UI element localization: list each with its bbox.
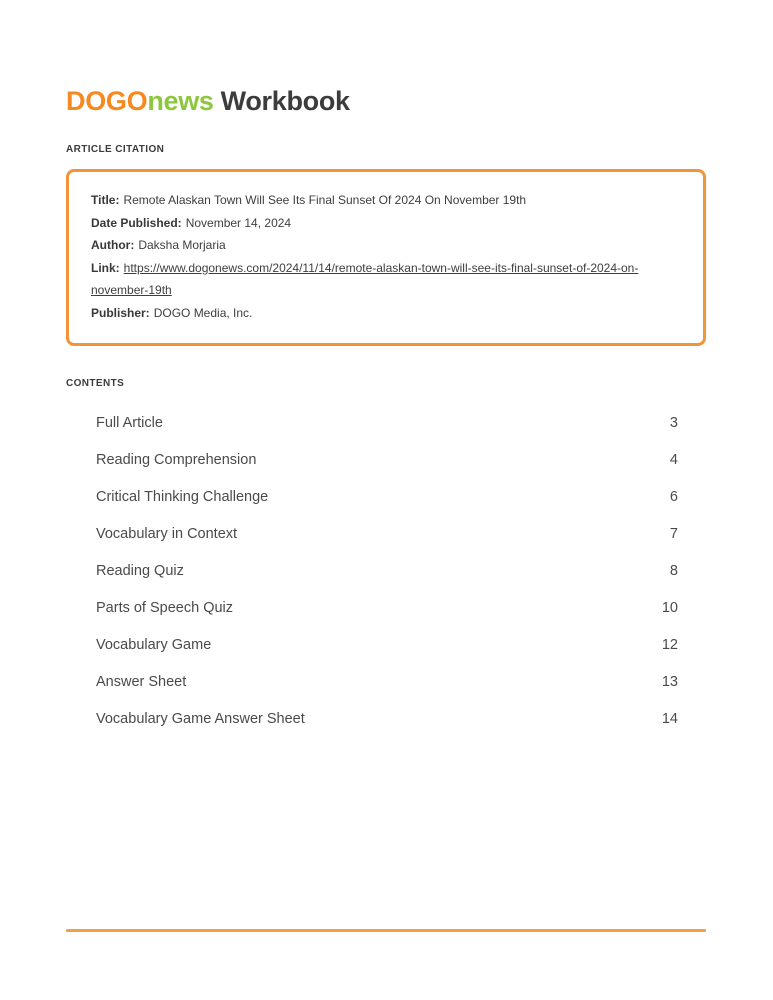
toc-item-page: 6 [669,489,678,506]
article-citation-heading: ARTICLE CITATION [66,144,165,155]
dogonews-workbook-logo [66,0,706,117]
toc-row-vocabulary-game [96,627,678,664]
footer-divider [66,929,706,932]
toc-item-label: Reading Comprehension [96,452,257,469]
citation-date-value: November 14, 2024 [185,215,292,230]
citation-link-label: Link: [91,260,120,275]
logo-workbook-text: Workbook [220,86,350,116]
toc-item-label: Vocabulary Game [96,637,212,654]
citation-author-row [91,234,681,257]
toc-item-page: 10 [661,600,678,617]
toc-item-label: Full Article [96,415,163,432]
toc-item-page: 12 [661,637,678,654]
toc-item-label: Vocabulary Game Answer Sheet [96,711,305,728]
toc-row-vocabulary-game-answer-sheet [96,701,678,738]
citation-title-row [91,189,681,212]
toc-item-page: 3 [669,415,678,432]
citation-date-row [91,212,681,235]
citation-author-value: Daksha Morjaria [138,238,226,253]
toc-item-page: 8 [669,563,678,580]
toc-item-label: Answer Sheet [96,674,187,691]
toc-item-label: Vocabulary in Context [96,526,238,543]
toc-item-page: 7 [669,526,678,543]
logo-dogo-text: DOGO [66,86,148,116]
citation-date-label: Date Published: [91,215,182,230]
citation-publisher-row [91,302,681,325]
toc-item-page: 4 [669,452,678,469]
citation-link-row [91,257,681,302]
toc-item-label: Critical Thinking Challenge [96,489,269,506]
toc-row-critical-thinking-challenge [96,479,678,516]
table-of-contents [66,405,706,738]
toc-row-reading-quiz [96,553,678,590]
toc-row-answer-sheet [96,664,678,701]
contents-heading: CONTENTS [66,377,125,389]
citation-title-value: Remote Alaskan Town Will See Its Final Sunset Of 2024 On November 19th [123,193,527,207]
citation-publisher-label: Publisher: [91,305,150,320]
toc-item-page: 14 [661,711,678,728]
logo-news-text: news [147,86,214,116]
toc-item-page: 13 [661,674,678,691]
citation-publisher-value: DOGO Media, Inc. [153,305,253,320]
toc-row-full-article [96,405,678,442]
toc-item-label: Parts of Speech Quiz [96,600,234,617]
toc-row-reading-comprehension [96,442,678,479]
citation-title-label: Title: [91,193,120,207]
article-citation-box [66,169,706,346]
citation-author-label: Author: [91,238,135,253]
toc-row-parts-of-speech-quiz [96,590,678,627]
toc-row-vocabulary-in-context [96,516,678,553]
toc-item-label: Reading Quiz [96,563,184,580]
article-url-link[interactable]: https://www.dogonews.com/2024/11/14/remote-alaskan-town-will-see-its-final-sunset-of-2024-on-november-19th [91,260,639,298]
